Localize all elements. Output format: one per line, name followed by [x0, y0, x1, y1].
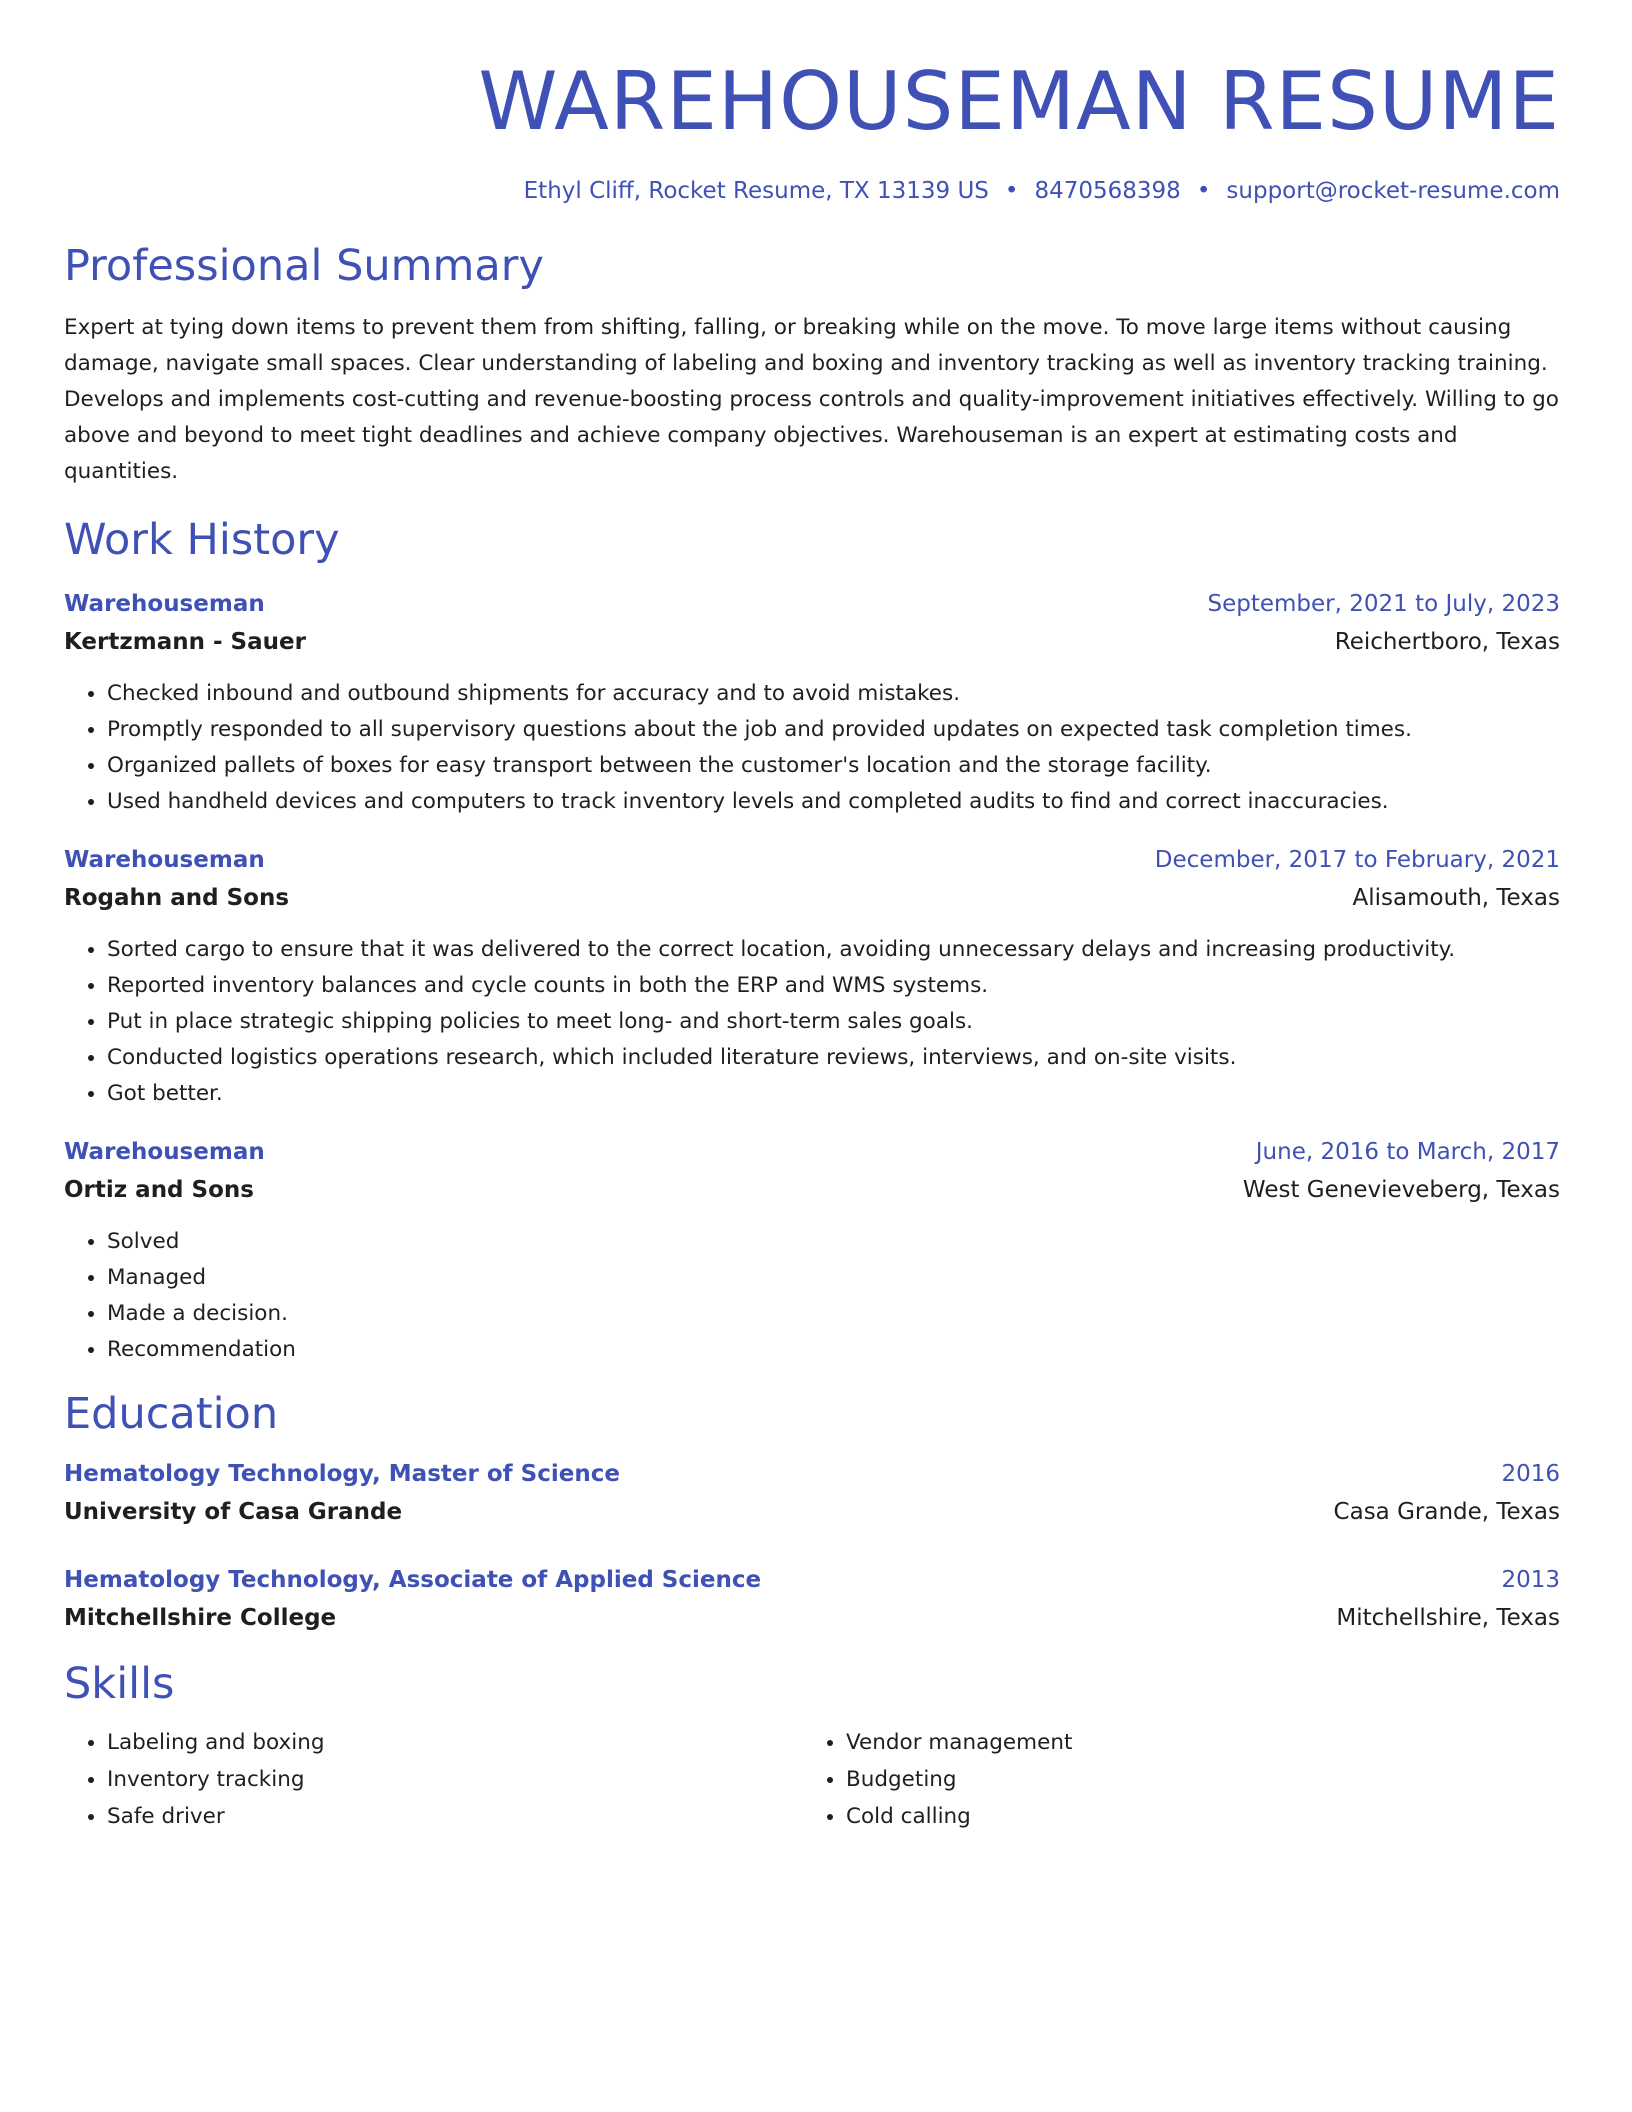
education-entry: [64, 1562, 1560, 1638]
job-bullets: [64, 932, 1560, 1112]
job-bullet: • Used handheld devices and computers to track inventory levels and completed audits to find and correct inaccuracies.: [107, 784, 1560, 820]
skills-heading: Skills: [64, 1659, 175, 1709]
job-company: Rogahn and Sons: [64, 885, 290, 911]
education-degree: Hematology Technology, Associate of Applied Science: [64, 1567, 762, 1593]
job-role: Warehouseman: [64, 847, 265, 873]
education-heading: Education: [64, 1389, 279, 1439]
job-location: Alisamouth, Texas: [1352, 885, 1560, 911]
job-header-row: [64, 1134, 1560, 1170]
skill-item: • Inventory tracking: [107, 1761, 803, 1798]
job-company: Ortiz and Sons: [64, 1177, 254, 1203]
job-entry: [64, 1134, 1560, 1368]
job-company-row: [64, 878, 1560, 918]
education-header-row: [64, 1562, 1560, 1598]
resume-page: [64, 0, 1560, 1835]
resume-title: WAREHOUSEMAN RESUME: [478, 55, 1560, 148]
education-header-row: [64, 1456, 1560, 1492]
job-bullet: • Managed: [107, 1260, 1560, 1296]
job-header-row: [64, 842, 1560, 878]
job-bullet: • Conducted logistics operations research, which included literature reviews, interviews, and on-site visits.: [107, 1040, 1560, 1076]
job-company-row: [64, 1170, 1560, 1210]
contact-phone: 8470568398: [1034, 178, 1181, 204]
job-bullet: • Solved: [107, 1224, 1560, 1260]
education-year: 2013: [1501, 1567, 1560, 1593]
job-dates: September, 2021 to July, 2023: [1207, 591, 1560, 617]
job-location: West Genevieveberg, Texas: [1242, 1177, 1560, 1203]
job-location: Reichertboro, Texas: [1334, 629, 1560, 655]
education-school: University of Casa Grande: [64, 1499, 403, 1525]
job-bullet: • Checked inbound and outbound shipments for accuracy and to avoid mistakes.: [107, 676, 1560, 712]
skill-item: • Budgeting: [846, 1761, 1542, 1798]
skill-item: • Cold calling: [846, 1798, 1542, 1835]
job-bullet: • Reported inventory balances and cycle counts in both the ERP and WMS systems.: [107, 968, 1560, 1004]
job-bullets: [64, 1224, 1560, 1368]
job-bullet: • Made a decision.: [107, 1296, 1560, 1332]
skill-item: • Vendor management: [846, 1724, 1542, 1761]
contact-line: [64, 176, 1560, 206]
job-role: Warehouseman: [64, 591, 265, 617]
education-year: 2016: [1501, 1461, 1560, 1487]
skills-column-left: [64, 1724, 803, 1835]
job-bullet: • Sorted cargo to ensure that it was delivered to the correct location, avoiding unnecessary delays and increasing productivity.: [107, 932, 1560, 968]
education-location: Mitchellshire, Texas: [1336, 1605, 1560, 1631]
education-degree: Hematology Technology, Master of Science: [64, 1461, 620, 1487]
education-entry: [64, 1456, 1560, 1532]
education-school: Mitchellshire College: [64, 1605, 337, 1631]
summary-text: Expert at tying down items to prevent them from shifting, falling, or breaking while on the move. To move large items without causing damage, navigate small spaces. Clear understanding of labeling and boxing and inventory tracking as well as inventory tracking training. Develops and implements cost-cutting and revenue-boosting process controls and quality-improvement initiatives effectively. Willing to go above and beyond to meet tight deadlines and achieve company objectives. Warehouseman is an expert at estimating costs and quantities.: [64, 315, 1559, 484]
skill-item: • Safe driver: [107, 1798, 803, 1835]
work-history-heading: Work History: [64, 515, 340, 565]
resume-header: [64, 54, 1560, 206]
job-dates: December, 2017 to February, 2021: [1154, 847, 1560, 873]
job-entry: [64, 842, 1560, 1112]
education-school-row: [64, 1492, 1560, 1532]
education-school-row: [64, 1598, 1560, 1638]
contact-separator: •: [1004, 178, 1019, 204]
skills-column-right: [803, 1724, 1542, 1835]
job-bullet: • Recommendation: [107, 1332, 1560, 1368]
job-company: Kertzmann - Sauer: [64, 629, 306, 655]
contact-separator: •: [1196, 178, 1211, 204]
job-role: Warehouseman: [64, 1139, 265, 1165]
job-bullet: • Promptly responded to all supervisory questions about the job and provided updates on expected task completion times.: [107, 712, 1560, 748]
job-bullets: [64, 676, 1560, 820]
contact-address: Ethyl Cliff, Rocket Resume, TX 13139 US: [523, 178, 989, 204]
education-location: Casa Grande, Texas: [1333, 1499, 1560, 1525]
job-bullet: • Got better.: [107, 1076, 1560, 1112]
job-company-row: [64, 622, 1560, 662]
job-entry: [64, 586, 1560, 820]
contact-email: support@rocket-resume.com: [1226, 178, 1560, 204]
job-bullet: • Put in place strategic shipping policies to meet long- and short-term sales goals.: [107, 1004, 1560, 1040]
job-bullet: • Organized pallets of boxes for easy transport between the customer's location and the storage facility.: [107, 748, 1560, 784]
job-dates: June, 2016 to March, 2017: [1255, 1139, 1560, 1165]
summary-heading: Professional Summary: [64, 241, 544, 291]
skills-list: [64, 1724, 1560, 1835]
job-header-row: [64, 586, 1560, 622]
skill-item: • Labeling and boxing: [107, 1724, 803, 1761]
